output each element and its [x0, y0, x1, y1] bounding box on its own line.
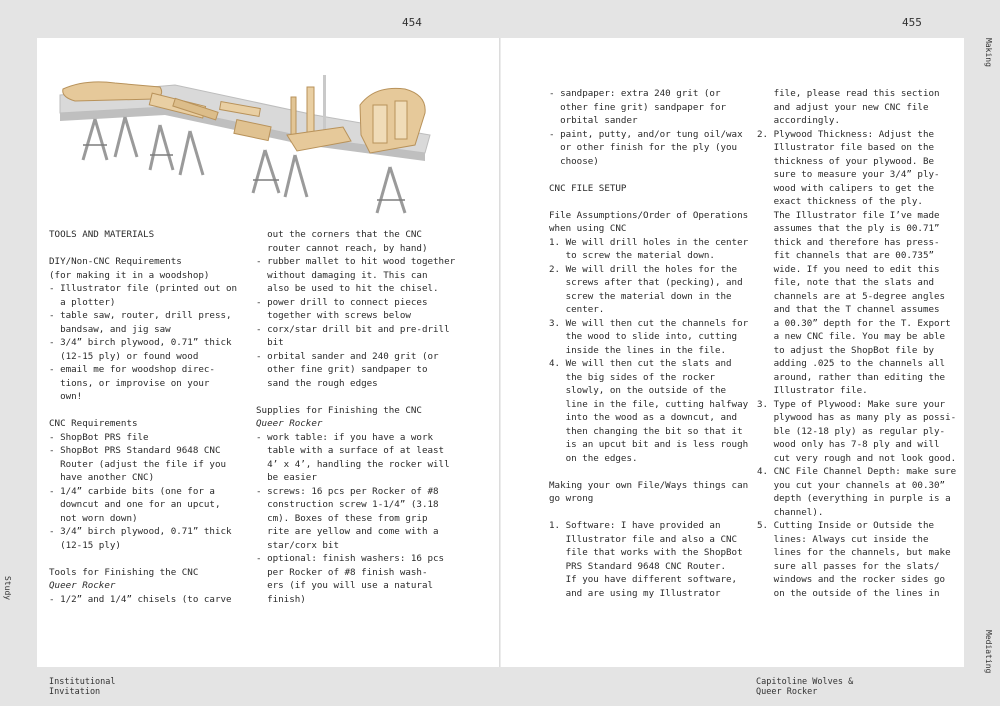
text-column-2: [256, 228, 456, 606]
text-line: inside the lines in the file.: [549, 344, 727, 356]
text-line: other fine grit) sandpaper for: [549, 101, 727, 113]
text-line: Router (adjust the file if you: [49, 458, 227, 470]
text-line: star/corx bit: [256, 539, 339, 551]
text-line: - work table: if you have a work: [256, 431, 434, 443]
footer-left-line-2: Invitation: [49, 687, 101, 697]
text-line: bandsaw, and jig saw: [49, 323, 171, 335]
text-line: accordingly.: [757, 115, 840, 126]
text-line: 4. CNC File Channel Depth: make sure: [757, 466, 957, 477]
text-line: CNC Requirements: [49, 418, 138, 429]
text-line: [549, 506, 754, 520]
text-line: then changing the bit so that it: [549, 425, 743, 437]
text-line: sand the rough edges: [256, 377, 378, 389]
page-number-left: 454: [402, 16, 422, 29]
text-column-1: [49, 228, 244, 606]
side-label-making: Making: [984, 38, 993, 67]
text-line: 4’ x 4’, handling the rocker will: [256, 458, 450, 470]
text-line: finish): [256, 593, 306, 605]
side-label-mediating: Mediating: [984, 630, 993, 674]
book-gutter: [499, 38, 501, 667]
text-line: sure to measure your 3/4” ply-: [757, 169, 940, 180]
text-line: - 1/2” and 1/4” chisels (to carve: [49, 593, 232, 605]
text-line: around, rather than editing the: [757, 371, 946, 383]
text-line: ers (if you will use a natural: [256, 580, 434, 591]
footer-right: [756, 677, 853, 697]
text-line: wide. If you need to edit this: [757, 263, 940, 275]
text-line: and that the T channel assumes: [757, 304, 940, 315]
text-line: Illustrator file and also a CNC: [549, 533, 738, 545]
text-line: plywood has as many ply as possi-: [757, 412, 957, 423]
footer-right-line-2: Queer Rocker: [756, 687, 818, 697]
text-line: tions, or improvise on your: [49, 377, 210, 389]
text-line: downcut and one for an upcut,: [49, 499, 221, 510]
page-number-right: 455: [902, 16, 922, 29]
text-line: also be used to hit the chisel.: [256, 283, 439, 294]
text-line: TOOLS AND MATERIALS: [49, 229, 155, 240]
text-line: per Rocker of #8 finish wash-: [256, 566, 428, 578]
text-line: without damaging it. This can: [256, 269, 428, 281]
text-line: [549, 195, 754, 209]
text-line: router cannot reach, by hand): [256, 242, 428, 254]
text-line: a 00.30” depth for the T. Export: [757, 317, 951, 329]
text-line: 1. We will drill holes in the center: [549, 236, 749, 248]
text-line: (12-15 ply): [49, 539, 121, 551]
text-line: exact thickness of the ply.: [757, 196, 923, 207]
text-line: is an upcut bit and is less rough: [549, 439, 749, 450]
text-line: ble (12-18 ply) as regular ply-: [757, 425, 946, 437]
text-line: 5. Cutting Inside or Outside the: [757, 520, 935, 531]
text-line: the big sides of the rocker: [549, 371, 715, 383]
text-line: - ShopBot PRS Standard 9648 CNC: [49, 445, 221, 456]
text-line: Queer Rocker: [256, 418, 323, 429]
text-line: channels are at 5-degree angles: [757, 290, 946, 302]
text-column-3: [549, 87, 754, 600]
text-line: when using CNC: [549, 223, 627, 234]
text-line: 3. Type of Plywood: Make sure your: [757, 398, 946, 410]
side-label-study: Study: [3, 576, 12, 601]
text-line: screws after that (pecking), and: [549, 277, 743, 288]
text-line: thickness of your plywood. Be: [757, 155, 935, 167]
text-line: construction screw 1-1/4” (3.18: [256, 499, 439, 510]
text-line: together with screws below: [256, 310, 411, 321]
text-line: Tools for Finishing the CNC: [49, 566, 199, 578]
text-line: other fine grit) sandpaper to: [256, 364, 428, 375]
text-line: - rubber mallet to hit wood together: [256, 256, 456, 267]
text-line: cut very rough and not look good.: [757, 452, 957, 464]
text-line: file that works with the ShopBot: [549, 547, 743, 558]
text-line: you cut your channels at 00.30”: [757, 479, 946, 491]
text-line: file, please read this section: [757, 88, 940, 99]
text-line: a new CNC file. You may be able: [757, 331, 946, 342]
footer-right-line-1: Capitoline Wolves &: [756, 677, 854, 687]
text-line: - paint, putty, and/or tung oil/wax: [549, 128, 743, 140]
text-line: Illustrator file.: [757, 385, 868, 396]
text-line: on the edges.: [549, 452, 638, 464]
text-line: choose): [549, 155, 599, 167]
text-line: a plotter): [49, 296, 116, 308]
text-line: - corx/star drill bit and pre-drill: [256, 323, 450, 335]
text-line: - 1/4” carbide bits (one for a: [49, 485, 215, 497]
text-line: fit channels that are 00.735”: [757, 250, 935, 261]
text-line: or other finish for the ply (you: [549, 142, 738, 153]
text-line: PRS Standard 9648 CNC Router.: [549, 560, 727, 572]
text-line: own!: [49, 391, 83, 402]
text-line: file, note that the slats and: [757, 277, 935, 288]
text-line: Illustrator file based on the: [757, 142, 935, 153]
text-line: (for making it in a woodshop): [49, 269, 210, 281]
text-line: bit: [256, 337, 284, 348]
text-line: table with a surface of at least: [256, 445, 445, 456]
text-line: line in the file, cutting halfway: [549, 398, 749, 410]
text-line: to adjust the ShopBot file by: [757, 344, 935, 356]
text-line: Queer Rocker: [49, 580, 116, 591]
text-line: [49, 404, 244, 418]
text-column-4: [757, 87, 962, 600]
workshop-illustration: [55, 75, 435, 220]
text-line: 2. Plywood Thickness: Adjust the: [757, 128, 935, 140]
text-line: [49, 552, 244, 566]
text-line: Making your own File/Ways things can: [549, 479, 749, 491]
text-line: (12-15 ply) or found wood: [49, 350, 199, 362]
text-line: adding .025 to the channels all: [757, 358, 946, 369]
footer-left-line-1: Institutional: [49, 677, 116, 687]
text-line: CNC FILE SETUP: [549, 182, 627, 194]
text-line: File Assumptions/Order of Operations: [549, 209, 749, 221]
text-line: - email me for woodshop direc-: [49, 364, 215, 375]
text-line: windows and the rocker sides go: [757, 574, 946, 585]
text-line: - optional: finish washers: 16 pcs: [256, 553, 445, 564]
text-line: - power drill to connect pieces: [256, 296, 428, 308]
text-line: 2. We will drill the holes for the: [549, 263, 738, 275]
text-line: out the corners that the CNC: [256, 229, 422, 240]
text-line: If you have different software,: [549, 574, 738, 585]
text-line: lines: Always cut inside the: [757, 533, 929, 545]
text-line: go wrong: [549, 493, 594, 504]
text-line: have another CNC): [49, 472, 155, 483]
text-line: cm). Boxes of these from grip: [256, 512, 428, 524]
text-line: depth (everything in purple is a: [757, 493, 951, 504]
text-line: center.: [549, 304, 605, 315]
text-line: channel).: [757, 506, 824, 518]
text-line: not worn down): [49, 512, 138, 524]
text-line: on the outside of the lines in: [757, 587, 940, 599]
text-line: [549, 168, 754, 182]
text-line: - 3/4” birch plywood, 0.71” thick: [49, 337, 232, 348]
text-line: screw the material down in the: [549, 290, 732, 302]
text-line: slowly, on the outside of the: [549, 385, 727, 396]
text-line: - screws: 16 pcs per Rocker of #8: [256, 485, 439, 497]
text-line: thick and therefore has press-: [757, 236, 940, 248]
text-line: 3. We will then cut the channels for: [549, 317, 749, 329]
text-line: to screw the material down.: [549, 250, 715, 261]
text-line: 1. Software: I have provided an: [549, 520, 721, 531]
text-line: wood with calipers to get the: [757, 182, 935, 194]
text-line: the wood to slide into, cutting: [549, 331, 738, 342]
text-line: wood only has 7-8 ply and will: [757, 439, 940, 450]
text-line: - orbital sander and 240 grit (or: [256, 350, 439, 362]
text-line: be easier: [256, 472, 317, 483]
text-line: [49, 242, 244, 256]
text-line: rite are yellow and come with a: [256, 526, 439, 537]
text-line: 4. We will then cut the slats and: [549, 358, 732, 369]
text-line: into the wood as a downcut, and: [549, 412, 738, 423]
text-line: sure all passes for the slats/: [757, 560, 940, 572]
text-line: - 3/4” birch plywood, 0.71” thick: [49, 526, 232, 537]
text-line: and adjust your new CNC file: [757, 101, 929, 113]
text-line: and are using my Illustrator: [549, 587, 721, 599]
text-line: lines for the channels, but make: [757, 547, 951, 558]
text-line: - sandpaper: extra 240 grit (or: [549, 88, 721, 99]
text-line: - Illustrator file (printed out on: [49, 283, 238, 294]
text-line: - ShopBot PRS file: [49, 431, 149, 443]
text-line: Supplies for Finishing the CNC: [256, 404, 422, 416]
footer-left: [49, 677, 116, 697]
text-line: - table saw, router, drill press,: [49, 310, 232, 321]
text-line: orbital sander: [549, 115, 638, 126]
text-line: assumes that the ply is 00.71”: [757, 223, 940, 234]
text-line: [549, 465, 754, 479]
text-line: The Illustrator file I’ve made: [757, 209, 940, 221]
text-line: DIY/Non-CNC Requirements: [49, 256, 182, 267]
text-line: [256, 390, 456, 404]
